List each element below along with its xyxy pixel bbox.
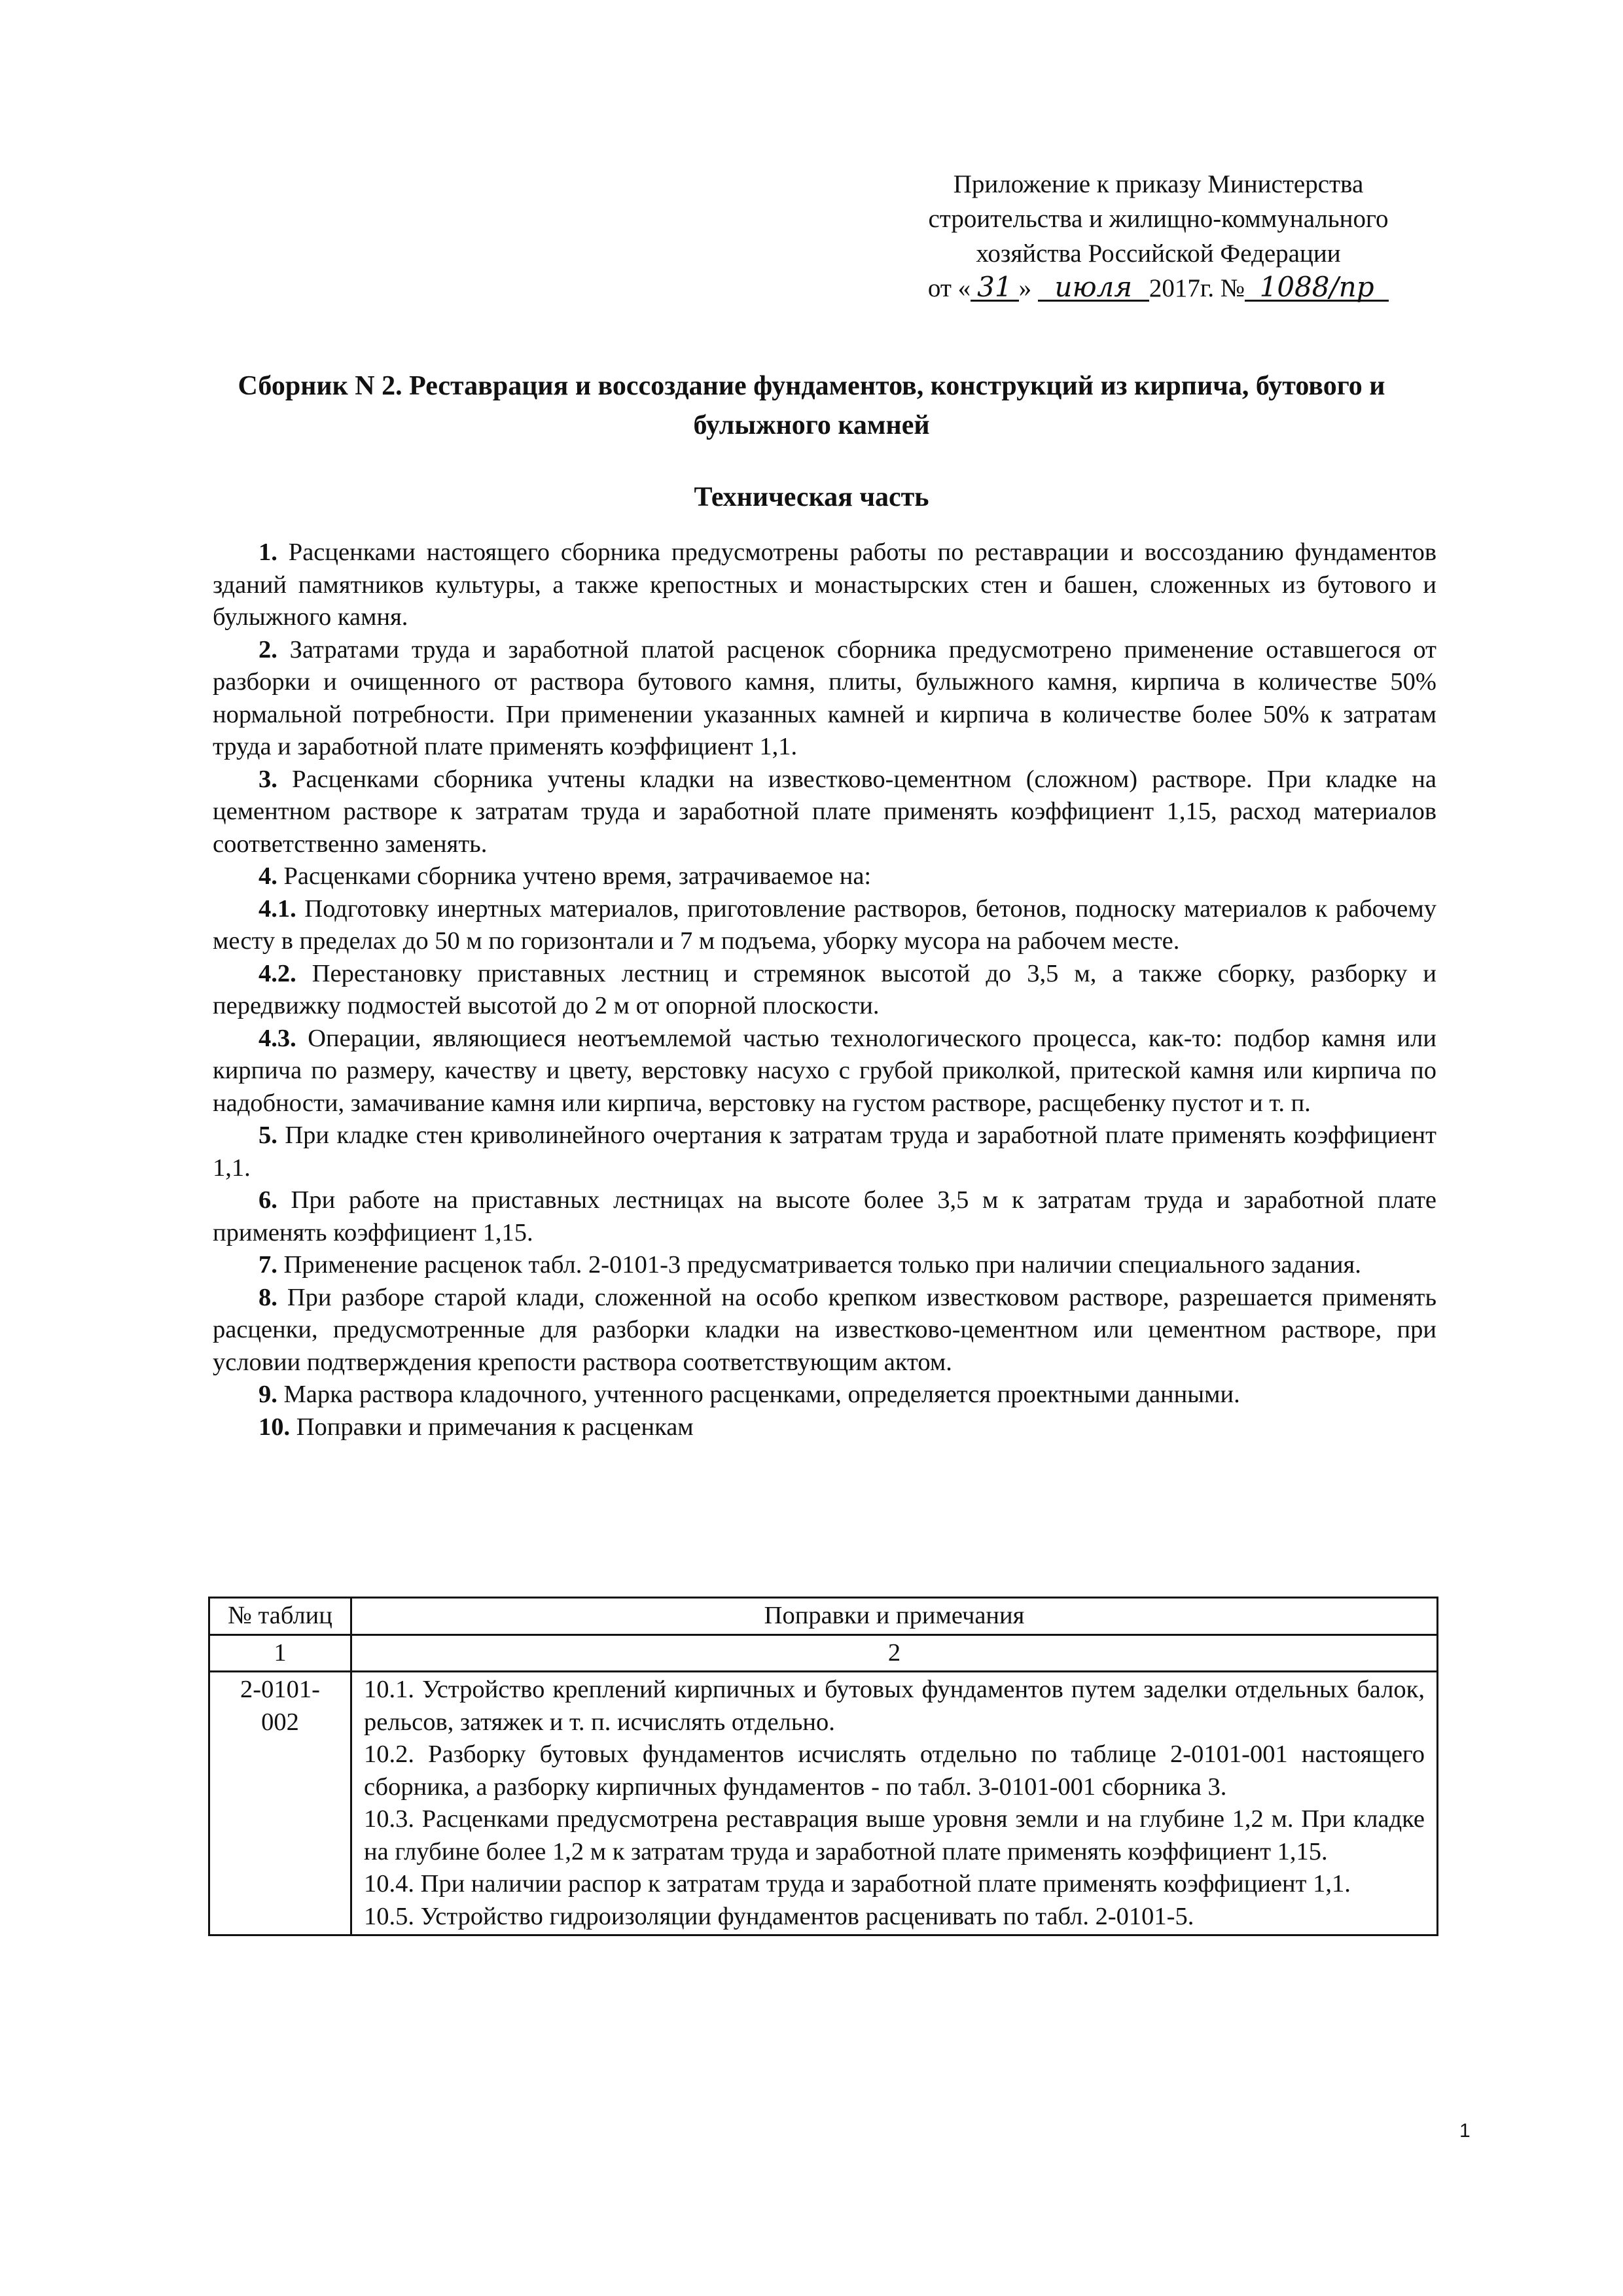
paragraph-text: Поправки и примечания к расценкам [290, 1413, 694, 1441]
note-item: 10.3. Расценками предусмотрена реставрация выше уровня земли и на глубине 1,2 м. При кладке на глубине более 1,2 м к затратам труда и заработной плате применять коэффициент 1,15. [364, 1805, 1425, 1865]
paragraph-number: 10. [259, 1413, 291, 1441]
paragraph [213, 1282, 1436, 1379]
paragraph-number: 4.2. [259, 959, 296, 987]
paragraph-text: Применение расценок табл. 2-0101-3 предусматривается только при наличии специального задания. [277, 1251, 1361, 1279]
table-row [209, 1672, 1438, 1935]
header-date-line [851, 271, 1466, 306]
note-item: 10.5. Устройство гидроизоляции фундаментов расценивать по табл. 2-0101-5. [364, 1902, 1194, 1930]
paragraph-text: Перестановку приставных лестниц и стремянок высотой до 3,5 м, а также сборку, разборку и передвижку подмостей высотой до 2 м от опорной плоскости. [213, 959, 1436, 1019]
date-day-handwritten: 31 [971, 275, 1018, 302]
note-item: 10.4. При наличии распор к затратам труда и заработной плате применять коэффициент 1,1. [364, 1870, 1351, 1898]
paragraph-number: 7. [259, 1251, 277, 1279]
paragraph-number: 4.1. [259, 894, 296, 923]
paragraph [213, 537, 1436, 634]
body-text [213, 537, 1436, 1443]
appendix-header [851, 167, 1466, 306]
header-line-2: строительства и жилищно-коммунального [928, 205, 1389, 233]
paragraph-number: 5. [259, 1122, 277, 1149]
page-number: 1 [1459, 2120, 1471, 2142]
section-subtitle: Техническая часть [694, 482, 929, 512]
column-header-table-no: № таблиц [209, 1598, 351, 1635]
paragraph-text: Подготовку инертных материалов, приготовление растворов, бетонов, подноску материалов к рабочему месту в пределах до 50 м по горизонтали и 7 м подъема, уборку мусора на рабочем месте. [213, 894, 1436, 955]
paragraph-number: 8. [259, 1283, 277, 1311]
paragraph [213, 1379, 1436, 1411]
note-item: 10.2. Разборку бутовых фундаментов исчислять отдельно по таблице 2-0101-001 настоящего сборника, а разборку кирпичных фундаментов - по табл. 3-0101-001 сборника 3. [364, 1740, 1425, 1801]
paragraph [213, 1120, 1436, 1184]
paragraph-text: При работе на приставных лестницах на высоте более 3,5 м к затратам труда и заработной плате применять коэффициент 1,15. [213, 1186, 1436, 1246]
note-item: 10.1. Устройство креплений кирпичных и бутовых фундаментов путем заделки отдельных балок, рельсов, затяжек и т. п. исчислять отдельно. [364, 1676, 1425, 1736]
paragraph [213, 1249, 1436, 1282]
paragraph [213, 893, 1436, 958]
paragraph-text: Затратами труда и заработной платой расценок сборника предусмотрено применение оставшегося от разборки и очищенного от раствора бутового камня, плиты, булыжного камня, кирпича в количестве 50% нормальной потребности. При применении указанных камней и кирпича в количестве более 50% к затратам труда и заработной плате применять коэффициент 1,1. [213, 635, 1436, 760]
paragraph-number: 6. [259, 1186, 277, 1214]
paragraph [213, 634, 1436, 764]
paragraph-text: Расценками сборника учтены кладки на известково-цементном (сложном) растворе. При кладке на цементном растворе к затратам труда и заработной плате применять коэффициент 1,15, расход материалов соответственно заменять. [213, 765, 1436, 858]
date-mid: » [1018, 274, 1038, 302]
notes-table [208, 1597, 1438, 1936]
paragraph-text: Операции, являющиеся неотъемлемой частью технологического процесса, как-то: подбор камня или кирпича по размеру, качеству и цвету, верстовку насухо с грубой приколкой, притеской камня или кирпича по надобности, замачивание камня или кирпича, верстовку на густом растворе, расщебенку пустот и т. п. [213, 1024, 1436, 1117]
paragraph-text: При кладке стен криволинейного очертания к затратам труда и заработной плате применять коэффициент 1,1. [213, 1122, 1436, 1182]
paragraph [213, 958, 1436, 1023]
paragraph-number: 2. [259, 635, 277, 663]
paragraph [213, 860, 1436, 893]
table-header-row [209, 1598, 1438, 1635]
column-header-notes: Поправки и примечания [351, 1598, 1438, 1635]
paragraph [213, 1184, 1436, 1249]
paragraph [213, 764, 1436, 861]
column-index-2: 2 [351, 1634, 1438, 1672]
paragraph-number: 1. [259, 539, 277, 566]
table-number-cell: 2-0101-002 [209, 1672, 351, 1935]
date-month-handwritten: июля [1038, 275, 1149, 302]
paragraph-number: 4. [259, 862, 277, 890]
header-line-1: Приложение к приказу Министерства [953, 170, 1364, 198]
column-index-1: 1 [209, 1634, 351, 1672]
collection-title: Сборник N 2. Реставрация и воссоздание фундаментов, конструкций из кирпича, бутового и булыжного камней [238, 371, 1385, 440]
paragraph [213, 1023, 1436, 1120]
paragraph-number: 4.3. [259, 1024, 296, 1052]
paragraph-text: Марка раствора кладочного, учтенного расценками, определяется проектными данными. [277, 1381, 1240, 1408]
date-year: 2017г. № [1149, 274, 1245, 302]
notes-cell [351, 1672, 1438, 1935]
paragraph-text: При разборе старой клади, сложенной на особо крепком известковом растворе, разрешается применять расценки, предусмотренные для разборки кладки на известково-цементном или цементном растворе, при условии подтверждения крепости раствора соответствующим актом. [213, 1283, 1436, 1376]
header-line-3: хозяйства Российской Федерации [976, 239, 1341, 268]
paragraph-number: 3. [259, 765, 277, 793]
table-index-row [209, 1634, 1438, 1672]
date-prefix: от « [927, 274, 971, 302]
paragraph-number: 9. [259, 1381, 277, 1408]
paragraph [213, 1411, 1436, 1444]
paragraph-text: Расценками сборника учтено время, затрачиваемое на: [277, 862, 872, 890]
paragraph-text: Расценками настоящего сборника предусмотрены работы по реставрации и воссозданию фундаментов зданий памятников культуры, а также крепостных и монастырских стен и башен, сложенных из бутового и булыжного камня. [213, 539, 1436, 631]
order-number-handwritten: 1088/пр [1245, 275, 1389, 302]
